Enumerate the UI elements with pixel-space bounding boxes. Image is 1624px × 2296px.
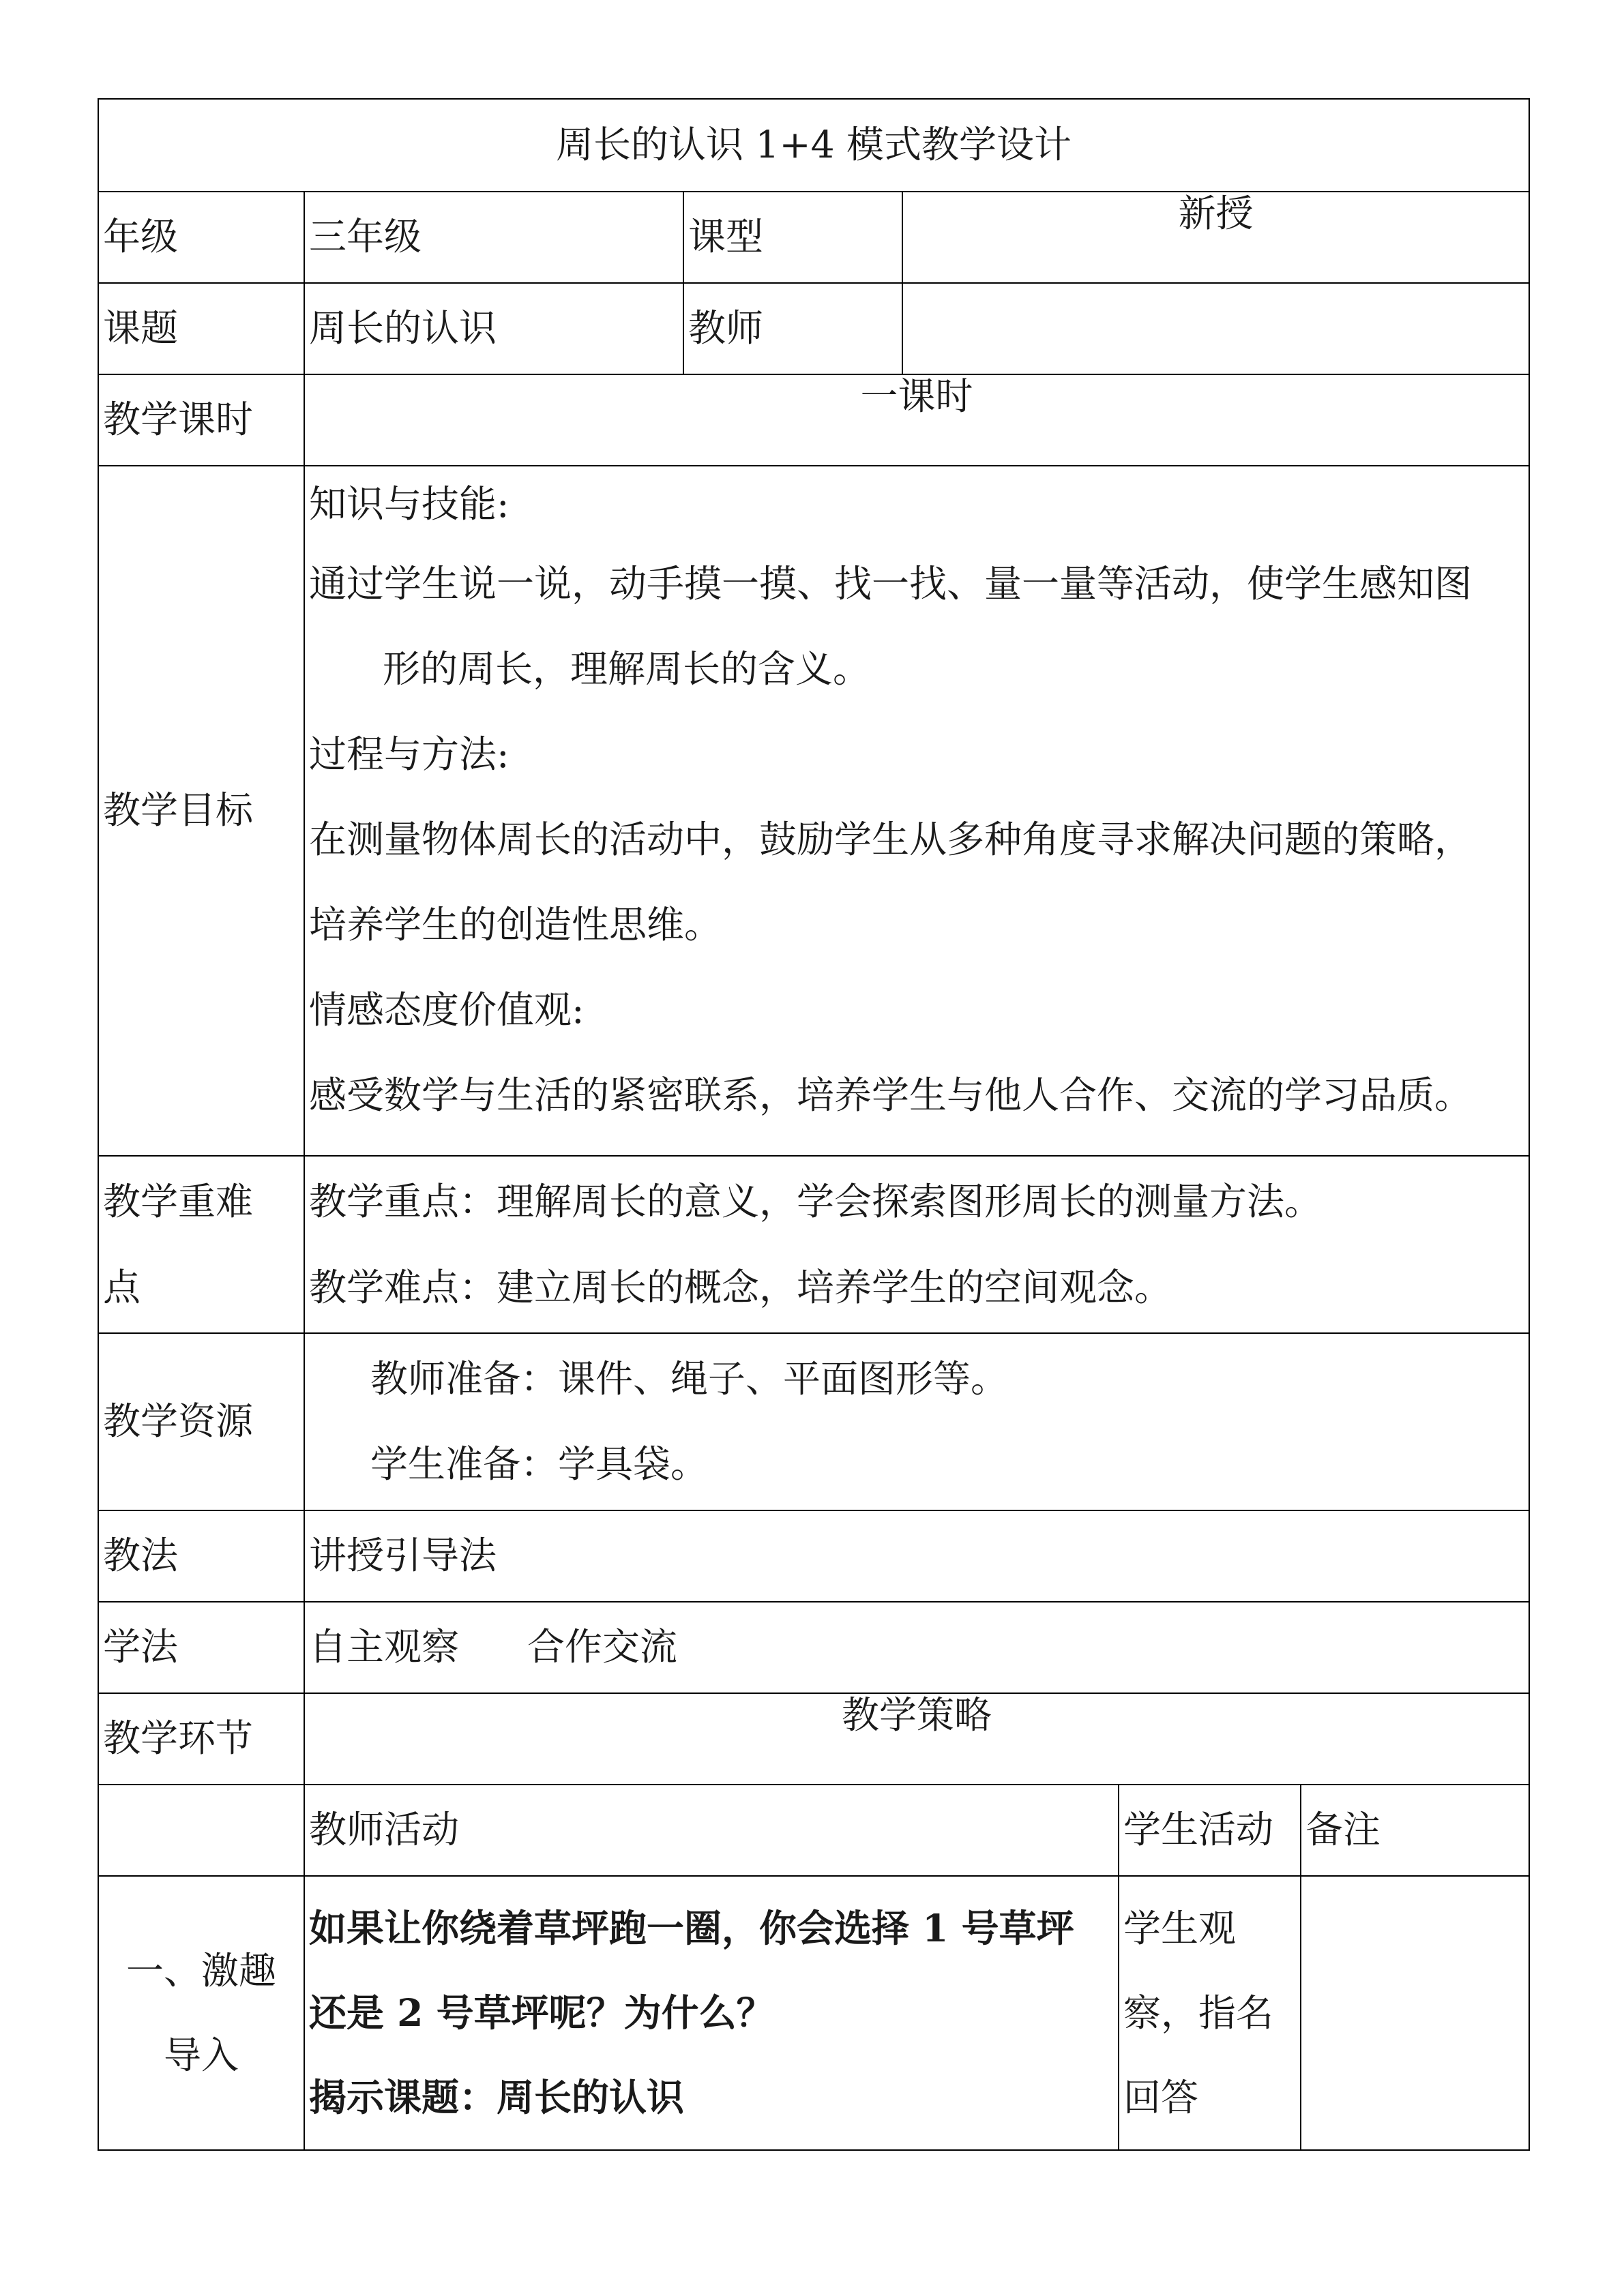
intro-student-line-2: 察，指名 xyxy=(1123,1991,1274,2035)
knowledge-line-2: 形的周长，理解周长的含义。 xyxy=(383,647,871,691)
learning-value-2: 合作交流 xyxy=(527,1625,678,1669)
intro-note xyxy=(1301,1876,1529,2150)
key-difficult-label-line-1: 教学重难 xyxy=(103,1180,254,1223)
hours-label: 教学课时 xyxy=(98,374,304,466)
activity-header-empty xyxy=(98,1785,304,1876)
teacher-activity-header: 教师活动 xyxy=(304,1785,1119,1876)
key-difficult-label xyxy=(98,1156,304,1333)
intro-stage-label-line-1: 一、激趣 xyxy=(126,1949,276,1993)
lesson-plan-table xyxy=(98,98,1530,2151)
topic-row xyxy=(98,283,1529,374)
stage-row xyxy=(98,1693,1529,1785)
hours-value: 一课时 xyxy=(304,374,1529,466)
key-difficult-content xyxy=(304,1156,1529,1333)
key-difficult-row xyxy=(98,1156,1529,1333)
method-row xyxy=(98,1510,1529,1602)
resources-row xyxy=(98,1333,1529,1510)
activity-header-row xyxy=(98,1785,1529,1876)
objectives-label: 教学目标 xyxy=(98,466,304,1156)
objectives-row xyxy=(98,466,1529,1156)
hours-row xyxy=(98,374,1529,466)
intro-stage-label-line-2: 导入 xyxy=(163,2033,239,2077)
learning-row xyxy=(98,1602,1529,1693)
teacher-label: 教师 xyxy=(683,283,902,374)
teacher-value xyxy=(902,283,1529,374)
document-title: 周长的认识 1+4 模式教学设计 xyxy=(98,99,1529,192)
student-activity-header: 学生活动 xyxy=(1119,1785,1301,1876)
process-line-2: 培养学生的创造性思维。 xyxy=(309,903,722,946)
intro-teacher-activity xyxy=(304,1876,1119,2150)
grade-value: 三年级 xyxy=(304,192,683,283)
difficult-point: 教学难点：建立周长的概念，培养学生的空间观念。 xyxy=(309,1266,1172,1309)
title-row xyxy=(98,99,1529,192)
process-line-1: 在测量物体周长的活动中，鼓励学生从多种角度寻求解决问题的策略， xyxy=(309,818,1473,861)
method-value: 讲授引导法 xyxy=(304,1510,1529,1602)
topic-value: 周长的认识 xyxy=(304,283,683,374)
method-label: 教法 xyxy=(98,1510,304,1602)
note-header: 备注 xyxy=(1301,1785,1529,1876)
topic-label: 课题 xyxy=(98,283,304,374)
lesson-type-label: 课型 xyxy=(683,192,902,283)
resources-label: 教学资源 xyxy=(98,1333,304,1510)
strategy-header: 教学策略 xyxy=(304,1693,1529,1785)
intro-teacher-line-3: 揭示课题：周长的认识 xyxy=(309,2075,685,2119)
learning-label: 学法 xyxy=(98,1602,304,1693)
knowledge-line-1: 通过学生说一说，动手摸一摸、找一找、量一量等活动，使学生感知图 xyxy=(309,562,1473,606)
stage-label: 教学环节 xyxy=(98,1693,304,1785)
teacher-prep: 教师准备：课件、绳子、平面图形等。 xyxy=(370,1357,1009,1401)
intro-student-activity xyxy=(1119,1876,1301,2150)
lesson-type-value: 新授 xyxy=(902,192,1529,283)
objectives-content xyxy=(304,466,1529,1156)
student-prep: 学生准备：学具袋。 xyxy=(370,1442,709,1486)
intro-student-line-1: 学生观 xyxy=(1123,1907,1237,1950)
intro-stage-label xyxy=(98,1876,304,2150)
resources-content xyxy=(304,1333,1529,1510)
emotion-header: 情感态度价值观: xyxy=(309,988,585,1032)
intro-student-line-3: 回答 xyxy=(1123,2076,1199,2119)
key-difficult-label-line-2: 点 xyxy=(103,1266,141,1309)
learning-value-1: 自主观察 xyxy=(309,1625,460,1669)
process-header: 过程与方法: xyxy=(309,732,510,776)
grade-row xyxy=(98,192,1529,283)
intro-row xyxy=(98,1876,1529,2150)
learning-value xyxy=(304,1602,1529,1693)
knowledge-header: 知识与技能: xyxy=(309,482,510,526)
intro-teacher-line-2: 还是 2 号草坪呢？为什么？ xyxy=(309,1991,774,2035)
key-point: 教学重点：理解周长的意义，学会探索图形周长的测量方法。 xyxy=(309,1180,1323,1223)
emotion-line-1: 感受数学与生活的紧密联系，培养学生与他人合作、交流的学习品质。 xyxy=(309,1073,1473,1117)
intro-teacher-line-1: 如果让你绕着草坪跑一圈，你会选择 1 号草坪 xyxy=(309,1906,1074,1950)
grade-label: 年级 xyxy=(98,192,304,283)
